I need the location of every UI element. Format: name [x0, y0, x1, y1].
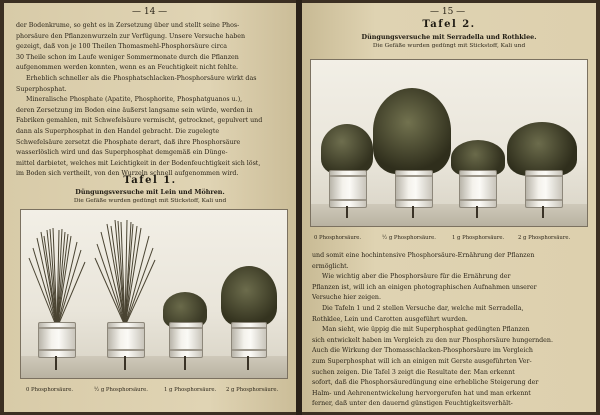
text-line: sich entwickelt haben im Vergleich zu den nur Phosphorsäure hungernden.	[312, 336, 553, 344]
text-line: Man sieht, wie üppig die mit Superphosphat gedüngten Pflanzen	[322, 326, 530, 334]
flax-plant	[93, 220, 157, 326]
plate-title: Tafel 2.	[422, 19, 476, 30]
text-line: Erheblich schneller als die Phosphatschlacken-Phosphorsäure wirkt das	[26, 74, 257, 82]
text-line: Auch die Wirkung der Thomasschlacken-Phosphorsäure im Vergleich	[312, 347, 533, 355]
page-number: — 14 —	[132, 7, 168, 17]
plate-title: Tafel 1.	[123, 175, 177, 186]
text-line: Wie wichtig aber die Phosphorsäure für die Ernährung der	[322, 273, 511, 281]
plate-note: Die Gefäße wurden gedüngt mit Stickstoff, Kali und	[73, 198, 227, 204]
pot-caption: 1 g Phosphorsäure.	[164, 387, 217, 393]
pot-1	[38, 322, 76, 358]
pot-caption: 0 Phosphorsäure.	[26, 387, 74, 393]
text-line: gezeigt, daß von je 100 Theilen Thomasmehl-Phosphorsäure circa	[16, 43, 227, 51]
text-line: Die Tafeln 1 und 2 stellen Versuche dar, welche mit Serradella,	[322, 304, 524, 312]
text-line: sofort, daß die Phosphorsäuredüngung eine erhebliche Steigerung der	[312, 379, 539, 387]
text-line: phorsäure den Pflanzenwurzeln zur Verfügung. Unsere Versuche haben	[16, 32, 246, 40]
text-line: der Bodenkrume, so geht es in Zersetzung über und stellt seine Phos-	[16, 22, 240, 29]
text-line: dann als Superphosphat in den Handel gebracht. Die zugelegte	[16, 127, 220, 135]
text-line: suchen zeigen. Die Tafel 3 zeigt die Resultate der. Man erkennt	[312, 368, 515, 376]
text-line: zum Superphosphat will ich an einigen mit Gerste ausgeführten Ver-	[312, 357, 532, 365]
text-line: ermöglicht.	[312, 262, 349, 270]
plate-note: Die Gefäße wurden gedüngt mit Stickstoff, Kali und	[372, 43, 526, 49]
text-line: und somit eine hochintensive Phosphorsäure-Ernährung der Pflanzen	[312, 252, 535, 259]
pot-caption: ½ g Phosphorsäure.	[94, 387, 148, 393]
pot-1	[329, 170, 367, 208]
pot-stand	[542, 206, 544, 218]
pot-caption: 2 g Phosphorsäure.	[518, 235, 571, 241]
text-line: Versuche hier zeigen.	[312, 294, 381, 302]
text-line: Rothklee, Lein und Carotten ausgeführt wurden.	[312, 315, 468, 323]
pot-stand	[346, 206, 348, 218]
text-line: Schwefelsäure zersetzt die Phosphate derart, daß ihre Phosphorsäure	[16, 138, 241, 146]
pot-stand	[247, 356, 249, 370]
text-line: Pflanzen ist, will ich an einigen photographischen Aufnahmen unserer	[312, 283, 537, 291]
pot-stand	[55, 356, 57, 370]
pot-caption: ½ g Phosphorsäure.	[382, 235, 436, 241]
paragraph-block	[312, 251, 590, 410]
page-number: — 15 —	[430, 7, 466, 17]
pot-caption: 0 Phosphorsäure.	[314, 235, 362, 241]
text-line: wasserlöslich wird und das Superphosphat demgemäß ein Dünge-	[16, 149, 228, 157]
pot-caption: 2 g Phosphorsäure.	[226, 387, 279, 393]
text-line: mittel darbietet, welches mit Leichtigkeit in der Bodenfeuchtigkeit sich löst,	[16, 159, 261, 167]
pot-2	[107, 322, 145, 358]
serradella-plant	[321, 124, 373, 174]
serradella-plant	[373, 88, 451, 174]
text-line: im Boden sich vertheilt, von den Wurzeln schnell aufgenommen wird.	[16, 170, 239, 178]
text-line: Halm- und Aehrenentwickelung hervorgerufen hat und man erkennt	[312, 389, 531, 397]
pot-3	[459, 170, 497, 208]
pot-stand	[184, 356, 186, 370]
pot-2	[395, 170, 433, 208]
text-line: 30 Theile schon im Laufe weniger Sommermonate durch die Pflanzen	[16, 53, 239, 61]
plate-subtitle: Düngungsversuche mit Serradella und Rothklee.	[361, 33, 537, 41]
paragraph-block	[16, 21, 288, 180]
text-line: Fabriken gemahlen, mit Schwefelsäure vermischt, getrocknet, gepulvert und	[16, 117, 263, 125]
pot-stand	[124, 356, 126, 370]
pot-3	[169, 322, 203, 358]
carrot-plant	[221, 266, 277, 326]
right-page	[302, 3, 596, 412]
text-line: deren Zersetzung im Boden eine äußerst langsame sein würde, werden in	[16, 106, 253, 114]
text-line: ferner, daß unter den dauernd günstigen Feuchtigkeitsverhält-	[312, 400, 513, 408]
pot-stand	[412, 206, 414, 218]
clover-plant	[507, 122, 577, 176]
pot-4	[525, 170, 563, 208]
plate-1-photo	[20, 209, 288, 379]
pot-4	[231, 322, 267, 358]
pot-caption: 1 g Phosphorsäure.	[452, 235, 505, 241]
plate-subtitle: Düngungsversuche mit Lein und Möhren.	[75, 188, 225, 196]
text-line: Mineralische Phosphate (Apatite, Phosphorite, Phosphatguanos u.),	[26, 96, 243, 104]
flax-plant	[27, 228, 87, 328]
plate-2-photo	[310, 59, 588, 227]
left-page	[4, 3, 296, 412]
text-line: aufgenommen werden konnten, wenn es an Feuchtigkeit nicht fehlte.	[16, 64, 239, 72]
pot-stand	[476, 206, 478, 218]
text-line: Superphosphat.	[16, 85, 67, 93]
